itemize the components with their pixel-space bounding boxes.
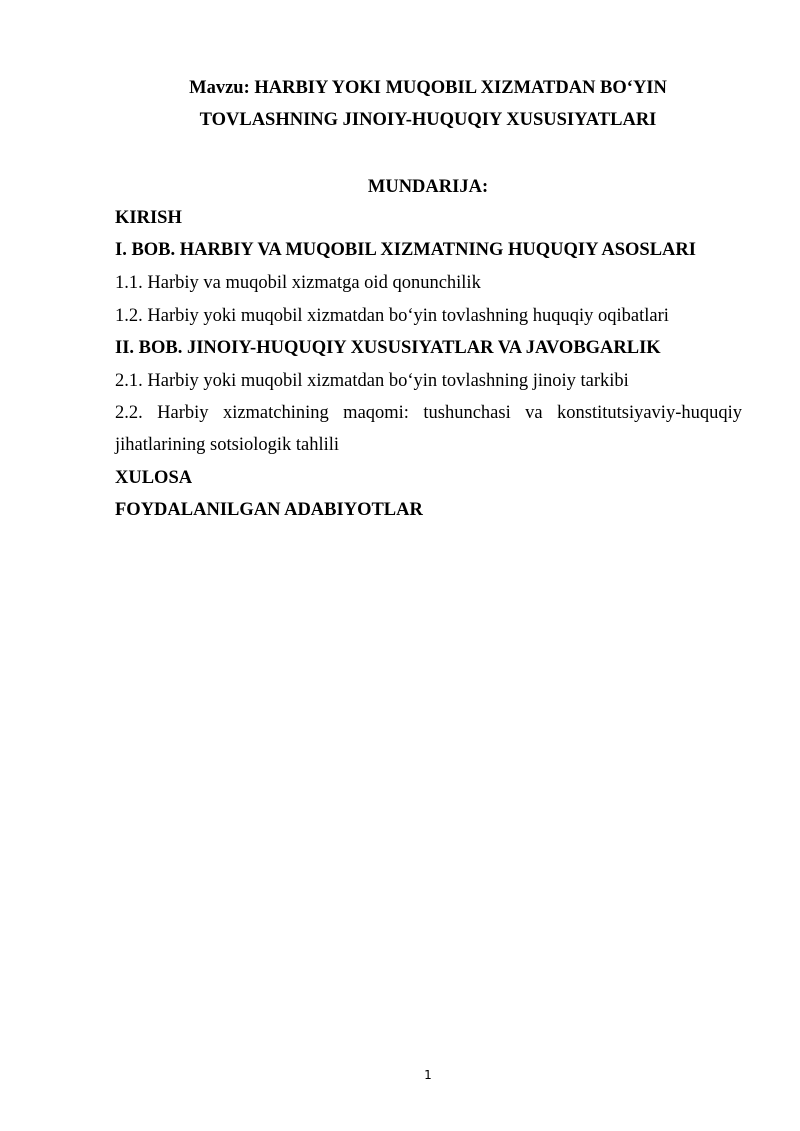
toc-item-section-2-1: 2.1. Harbiy yoki muqobil xizmatdan bo‘yin tovlashning jinoiy tarkibi — [115, 371, 629, 391]
toc-item-intro: KIRISH — [115, 208, 182, 228]
toc-item-references: FOYDALANILGAN ADABIYOTLAR — [115, 500, 423, 520]
toc-item-section-2-2-line-2: jihatlarining sotsiologik tahlili — [115, 435, 340, 455]
page-number: 1 — [424, 1068, 432, 1082]
document-title-line-2: TOVLASHNING JINOIY-HUQUQIY XUSUSIYATLARI — [199, 110, 657, 130]
toc-item-section-2-2-line-1: 2.2. Harbiy xizmatchining maqomi: tushunchasi va konstitutsiyaviy-huquqiy — [115, 403, 742, 423]
toc-item-conclusion: XULOSA — [115, 468, 193, 488]
toc-item-chapter-2: II. BOB. JINOIY-HUQUQIY XUSUSIYATLAR VA JAVOBGARLIK — [115, 338, 661, 358]
toc-item-section-1-2: 1.2. Harbiy yoki muqobil xizmatdan bo‘yin tovlashning huquqiy oqibatlari — [115, 306, 669, 326]
toc-heading: MUNDARIJA: — [367, 177, 489, 197]
toc-item-section-1-1: 1.1. Harbiy va muqobil xizmatga oid qonunchilik — [115, 273, 481, 293]
document-title-line-1: Mavzu: HARBIY YOKI MUQOBIL XIZMATDAN BO‘YIN — [189, 78, 667, 98]
toc-item-chapter-1: I. BOB. HARBIY VA MUQOBIL XIZMATNING HUQUQIY ASOSLARI — [115, 240, 696, 260]
